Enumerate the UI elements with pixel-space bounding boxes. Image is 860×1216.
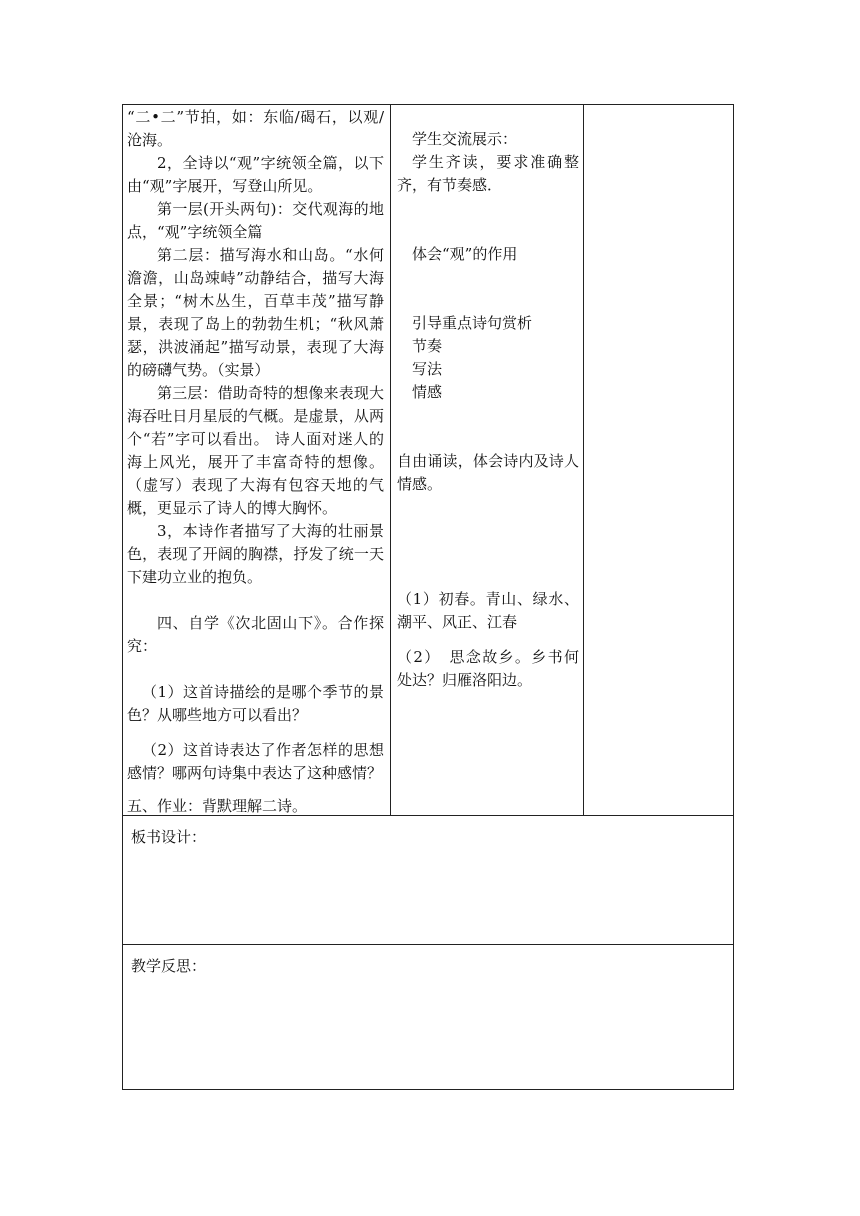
layer-three: 第三层：借助奇特的想像来表现大海吞吐日月星辰的气概。是虚景，从两个“若”字可以看出。 诗人面对迷人的海上风光，展开了丰富奇特的想像。（虚写）表现了大海有包容天地的气概，更显示了诗人的博大胸怀。 — [127, 384, 384, 517]
activity-guide: 引导重点诗句赏析 — [412, 314, 533, 332]
reflection-row — [123, 945, 734, 1090]
activity-free-read: 自由诵读，体会诗内及诗人情感。 — [397, 452, 579, 493]
content-row — [123, 105, 734, 816]
teaching-content-text — [123, 105, 390, 815]
activity-rhythm: 节奏 — [412, 337, 443, 355]
layer-two: 第二层：描写海水和山岛。“水何澹澹，山岛竦峙”动静结合，描写大海全景；“树木丛生，百草丰茂”描写静景，表现了岛上的勃勃生机；“秋风萧瑟，洪波涌起”描写动景，表现了大海的磅礴气势。（实景） — [127, 246, 384, 379]
notes-cell — [584, 105, 734, 816]
lesson-plan-table — [122, 104, 734, 1090]
student-activity-cell — [391, 105, 584, 816]
answer-one: （1）初春。青山、绿水、潮平、风正、江春 — [397, 590, 579, 631]
board-design-cell — [123, 816, 734, 945]
self-study-heading: 四、自学《次北固山下》。合作探究： — [127, 614, 384, 655]
board-design-row — [123, 816, 734, 945]
summary-note: 3，本诗作者描写了大海的壮丽景色，表现了开阔的胸襟，抒发了统一天下建功立业的抱负。 — [127, 522, 384, 586]
reflection-cell — [123, 945, 734, 1090]
activity-guan: 体会“观”的作用 — [412, 245, 518, 263]
activity-method: 写法 — [412, 360, 443, 378]
layer-one: 第一层(开头两句)：交代观海的地点，“观”字统领全篇 — [127, 200, 384, 241]
activity-emotion: 情感 — [412, 383, 443, 401]
activity-read: 学生齐读，要求准确整齐，有节奏感． — [397, 153, 579, 194]
teaching-content-cell — [123, 105, 391, 816]
answer-two: （2） 思念故乡。乡书何处达？归雁洛阳边。 — [397, 648, 579, 689]
student-activity-text — [391, 105, 583, 692]
rhythm-note: “二•二”节拍，如：东临/碣石，以观/沧海。 — [127, 108, 384, 149]
question-two: （2）这首诗表达了作者怎样的思想感情？哪两句诗集中表达了这种感情？ — [127, 741, 384, 782]
homework-note: 五、作业：背默理解二诗。 — [127, 797, 308, 815]
reflection-label: 教学反思： — [131, 957, 207, 975]
structure-note: 2，全诗以“观”字统领全篇，以下由“观”字展开，写登山所见。 — [127, 154, 384, 195]
activity-share: 学生交流展示： — [412, 130, 518, 148]
question-one: （1）这首诗描绘的是哪个季节的景色？从哪些地方可以看出？ — [127, 683, 384, 724]
board-design-label: 板书设计： — [131, 828, 207, 846]
